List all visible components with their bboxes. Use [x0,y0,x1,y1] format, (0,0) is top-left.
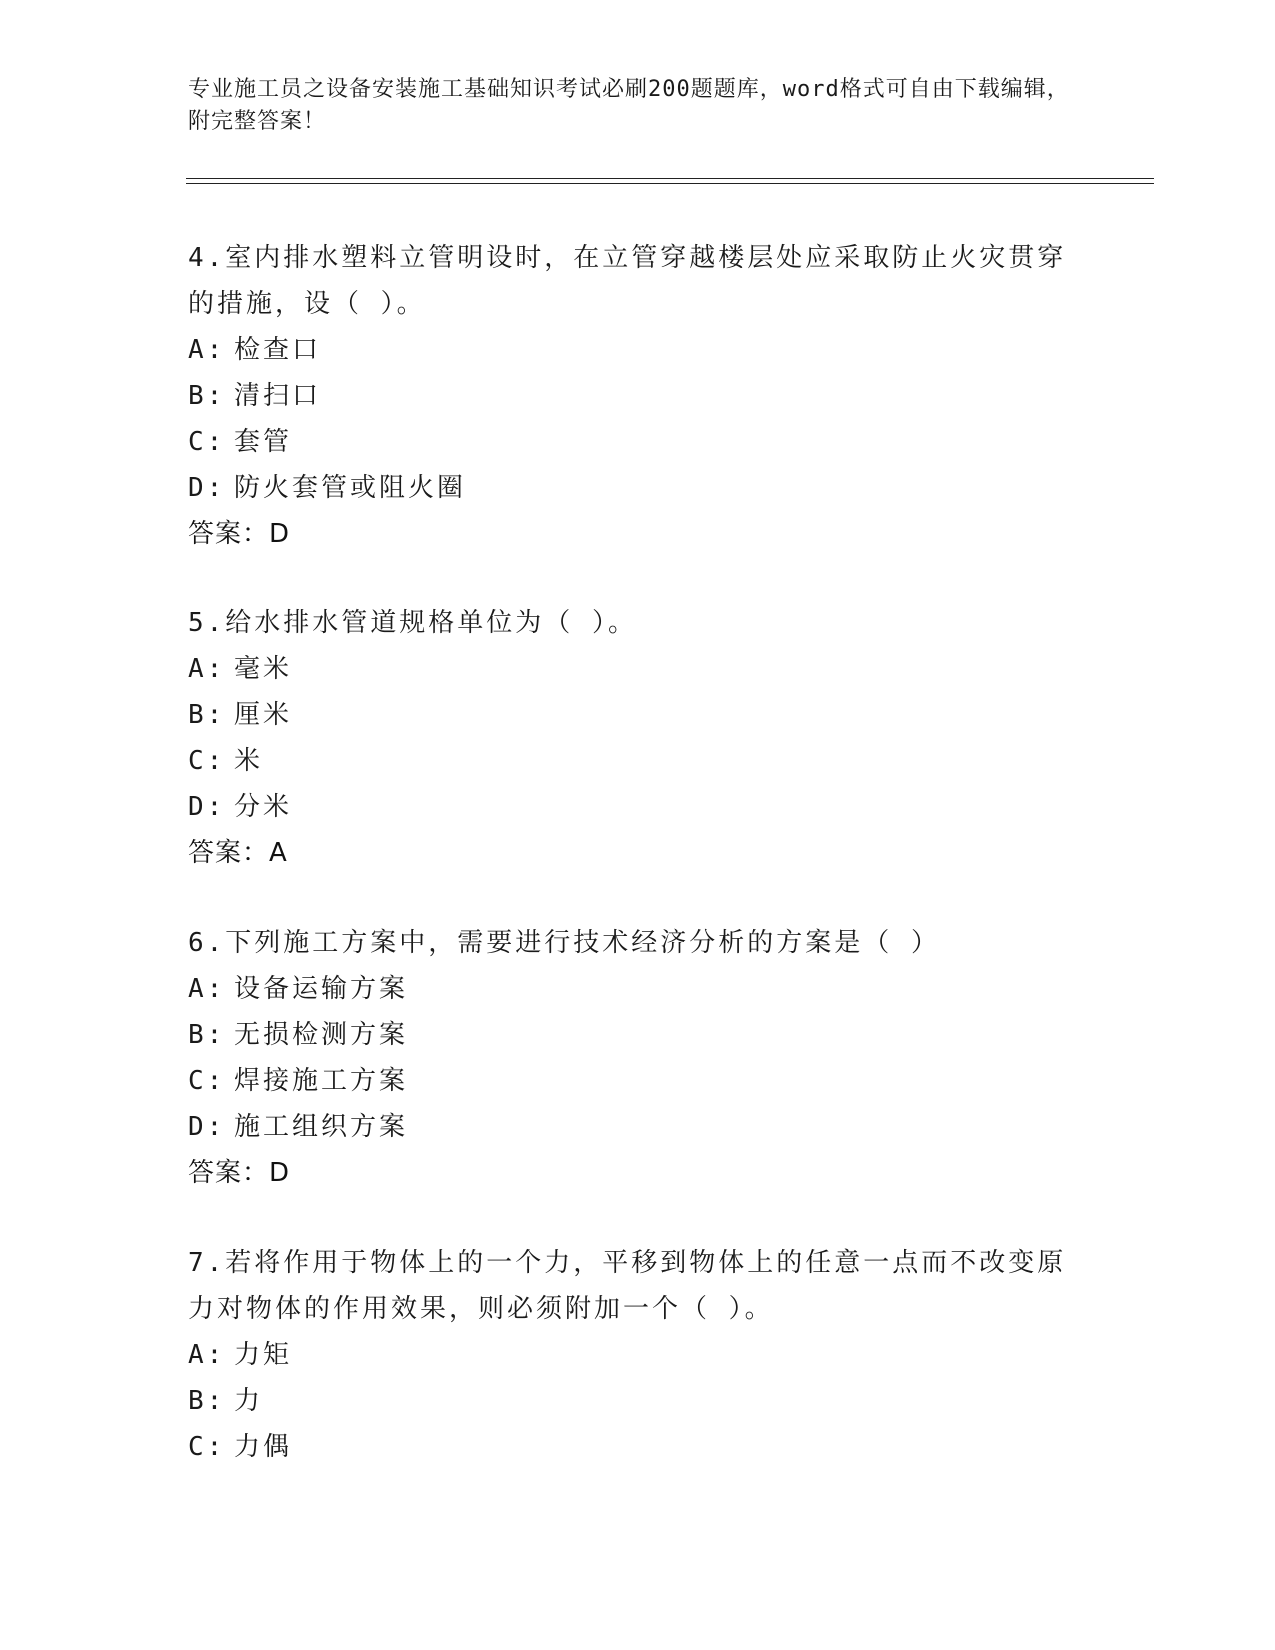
option-text: 焊接施工方案 [234,1066,409,1096]
option-a [188,1332,1068,1378]
answer-line: 答案：D [188,1158,291,1188]
option-d [188,784,1068,830]
answer-line: 答案：D [188,519,291,549]
option-text: 厘米 [234,700,293,730]
option-letter: B: [188,1020,226,1050]
option-b [188,1012,1068,1058]
option-c [188,419,1068,465]
option-text: 力 [234,1386,264,1416]
option-letter: A: [188,654,226,684]
option-letter: C: [188,746,226,776]
header-divider-top [186,178,1154,179]
option-letter: A: [188,335,226,365]
question-stem: 4.室内排水塑料立管明设时，在立管穿越楼层处应采取防止火灾贯穿的措施，设（ ）。 [188,243,1067,319]
option-text: 无损检测方案 [234,1020,409,1050]
question-5 [188,600,1068,876]
option-a [188,646,1068,692]
option-text: 清扫口 [234,381,322,411]
option-d [188,1104,1068,1150]
question-stem: 5.给水排水管道规格单位为（ ）。 [188,608,637,638]
option-c [188,738,1068,784]
option-text: 力矩 [234,1340,293,1370]
option-letter: C: [188,427,226,457]
option-b [188,1378,1068,1424]
option-letter: C: [188,1066,226,1096]
question-6 [188,920,1068,1196]
option-text: 施工组织方案 [234,1112,409,1142]
answer-line: 答案：A [188,838,288,868]
question-stem: 7.若将作用于物体上的一个力，平移到物体上的任意一点而不改变原力对物体的作用效果，则必须附加一个（ ）。 [188,1248,1067,1324]
option-letter: B: [188,1386,226,1416]
option-text: 力偶 [234,1432,293,1462]
option-letter: A: [188,974,226,1004]
option-c [188,1058,1068,1104]
option-c [188,1424,1068,1470]
option-letter: D: [188,473,226,503]
option-letter: B: [188,700,226,730]
header-divider-bottom [186,183,1154,184]
option-text: 防火套管或阻火圈 [234,473,467,503]
option-text: 设备运输方案 [234,974,409,1004]
option-text: 米 [234,746,264,776]
option-letter: B: [188,381,226,411]
option-text: 毫米 [234,654,293,684]
option-text: 套管 [234,427,293,457]
question-4 [188,235,1068,557]
option-a [188,327,1068,373]
question-7 [188,1240,1068,1470]
document-title: 专业施工员之设备安装施工基础知识考试必刷200题题库，word格式可自由下载编辑，附完整答案！ [188,77,1070,134]
option-letter: A: [188,1340,226,1370]
option-d [188,465,1068,511]
option-letter: D: [188,792,226,822]
option-text: 分米 [234,792,293,822]
option-letter: C: [188,1432,226,1462]
option-b [188,373,1068,419]
option-a [188,966,1068,1012]
option-letter: D: [188,1112,226,1142]
option-text: 检查口 [234,335,322,365]
option-b [188,692,1068,738]
question-stem: 6.下列施工方案中，需要进行技术经济分析的方案是（ ） [188,928,940,958]
